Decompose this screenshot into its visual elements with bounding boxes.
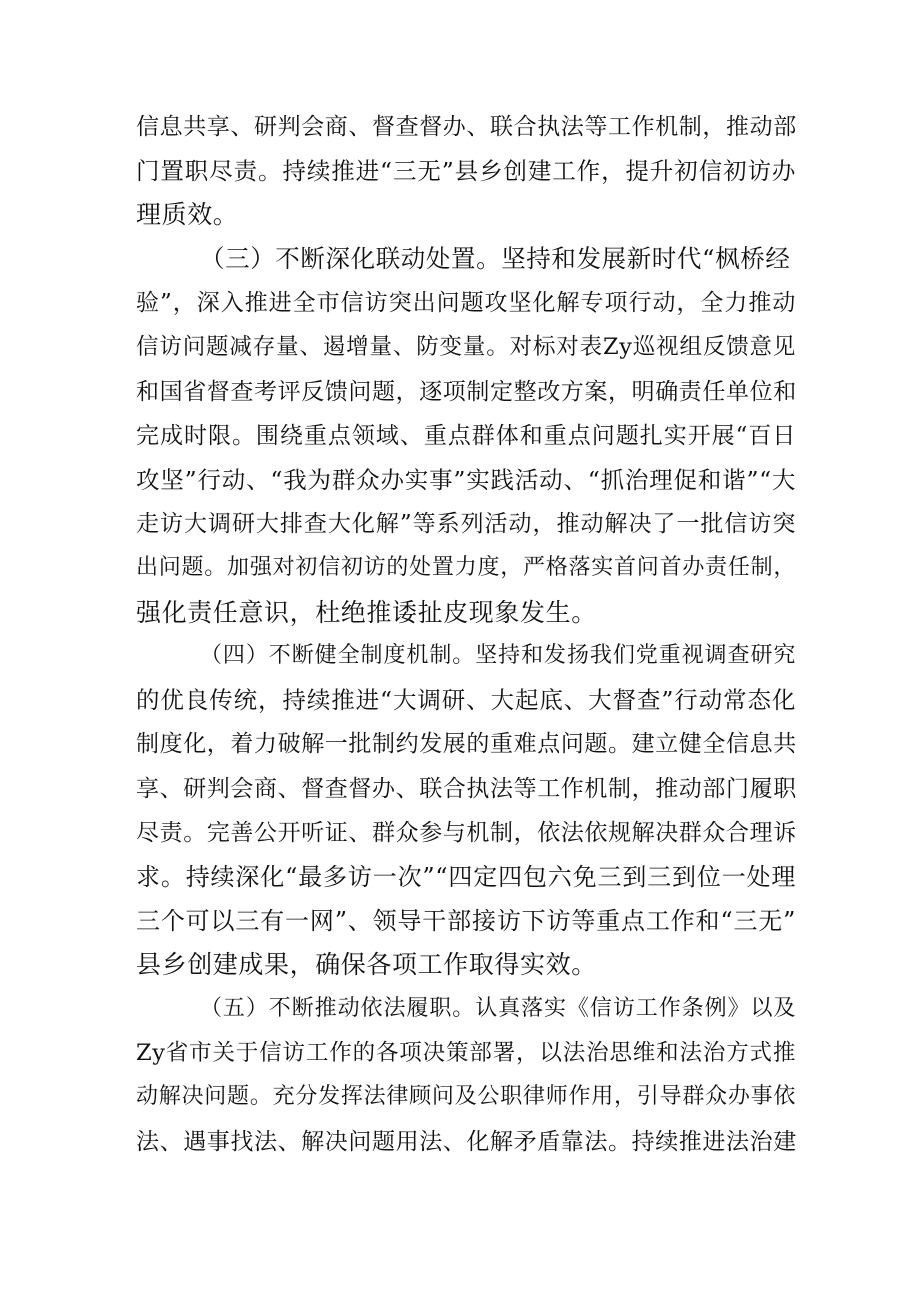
paragraph-section-4 (136, 634, 796, 988)
text-line: 理质效。 (136, 200, 239, 230)
text-line: 验”，深入推进全市信访突出问题攻坚化解专项行动，全力推动 (136, 290, 796, 317)
text-line: 信访问题减存量、遏增量、防变量。对标对表Zy巡视组反馈意见 (136, 334, 796, 361)
text-line: 和国省督查考评反馈问题，逐项制定整改方案，明确责任单位和 (136, 378, 797, 405)
text-line: 门置职尽责。持续推进“三无”县乡创建工作，提升初信初访办 (136, 157, 796, 186)
section-3-heading-line: （三）不断深化联动处置。坚持和发展新时代“枫桥经 (200, 244, 791, 273)
paragraph-section-3 (136, 237, 796, 635)
text-line: 制度化，着力破解一批制约发展的重难点问题。建立健全信息共 (136, 731, 797, 758)
text-line: 强化责任意识，杜绝推诿扯皮现象发生。 (136, 597, 597, 627)
paragraph-section-5 (136, 987, 796, 1164)
text-line: 动解决问题。充分发挥法律顾问及公职律师作用，引导群众办事依 (136, 1084, 796, 1110)
text-line: 求。持续深化“最多访一次”“四定四包六免三到三到位一处理 (136, 862, 796, 891)
text-line: 的优良传统，持续推进“大调研、大起底、大督查”行动常态化 (136, 686, 796, 715)
text-line: 县乡创建成果，确保各项工作取得实效。 (136, 950, 597, 980)
text-line: 走访大调研大排查大化解”等系列活动，推动解决了一批信访突 (136, 511, 796, 538)
text-line: 享、研判会商、督查督办、联合执法等工作机制，推动部门履职 (136, 775, 797, 802)
text-line: 法、遇事找法、解决问题用法、化解矛盾靠法。持续推进法治建 (136, 1128, 797, 1155)
text-line: 完成时限。围绕重点领域、重点群体和重点问题扎实开展“百日 (136, 422, 796, 449)
text-line: 信息共享、研判会商、督查督办、联合执法等工作机制，推动部 (136, 114, 797, 140)
section-5-heading-line: （五）不断推动依法履职。认真落实《信访工作条例》以及 (200, 996, 796, 1021)
text-line: 出问题。加强对初信初访的处置力度，严格落实首问首办责任制， (136, 555, 796, 581)
paragraph-continuation (136, 105, 796, 238)
text-line: Zy省市关于信访工作的各项决策部署，以法治思维和法治方式推 (136, 1040, 796, 1067)
text-line: 尽责。完善公开听证、群众参与机制，依法依规解决群众合理诉 (136, 819, 797, 846)
text-line: 三个可以三有一网”、领导干部接访下访等重点工作和“三无” (136, 907, 796, 936)
text-line: 攻坚”行动、“我为群众办实事”实践活动、“抓治理促和谐”“大 (136, 465, 796, 494)
section-4-heading-line: （四）不断健全制度机制。坚持和发扬我们党重视调查研究 (200, 643, 796, 668)
